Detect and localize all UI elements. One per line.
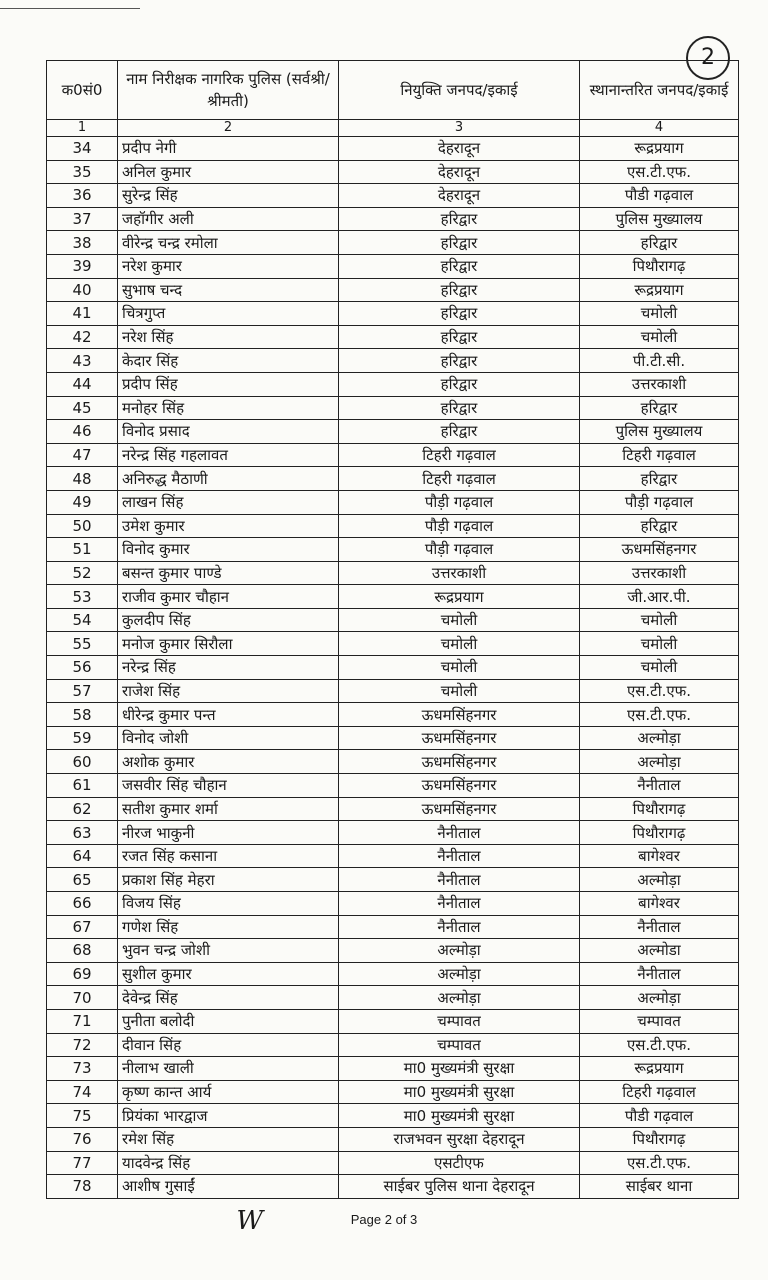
transfer-district-cell: पिथौरागढ़: [580, 821, 739, 845]
table-row: [47, 278, 739, 302]
table-row: [47, 679, 739, 703]
inspector-name-cell: चित्रगुप्त: [118, 302, 339, 326]
table-row: [47, 349, 739, 373]
transfer-district-cell: हरिद्वार: [580, 396, 739, 420]
transfer-district-cell: टिहरी गढ़वाल: [580, 443, 739, 467]
serial-no-cell: 73: [47, 1057, 118, 1081]
table-row: [47, 1127, 739, 1151]
inspector-name-cell: मनोहर सिंह: [118, 396, 339, 420]
table-row: [47, 302, 739, 326]
inspector-name-cell: नरेन्द्र सिंह: [118, 656, 339, 680]
inspector-name-cell: दीवान सिंह: [118, 1033, 339, 1057]
posting-district-cell: उत्तरकाशी: [339, 561, 580, 585]
table-row: [47, 868, 739, 892]
table-row: [47, 538, 739, 562]
serial-no-cell: 69: [47, 962, 118, 986]
table-row: [47, 1175, 739, 1199]
transfer-district-cell: चमोली: [580, 632, 739, 656]
posting-district-cell: देहरादून: [339, 184, 580, 208]
serial-no-cell: 60: [47, 750, 118, 774]
serial-no-cell: 63: [47, 821, 118, 845]
serial-no-cell: 51: [47, 538, 118, 562]
posting-district-cell: हरिद्वार: [339, 254, 580, 278]
table-row: [47, 1057, 739, 1081]
inspector-name-cell: सुशील कुमार: [118, 962, 339, 986]
table-row: [47, 1080, 739, 1104]
serial-no-cell: 38: [47, 231, 118, 255]
transfer-district-cell: एस.टी.एफ.: [580, 1033, 739, 1057]
posting-district-cell: चमोली: [339, 656, 580, 680]
inspector-name-cell: राजीव कुमार चौहान: [118, 585, 339, 609]
table-row: [47, 939, 739, 963]
posting-district-cell: ऊधमसिंहनगर: [339, 797, 580, 821]
inspector-name-cell: विनोद प्रसाद: [118, 420, 339, 444]
inspector-name-cell: प्रियंका भारद्वाज: [118, 1104, 339, 1128]
transfer-district-cell: नैनीताल: [580, 915, 739, 939]
signature-scribble: W: [232, 1206, 266, 1236]
transfer-district-cell: ऊधमसिंहनगर: [580, 538, 739, 562]
inspector-name-cell: वीरेन्द्र चन्द्र रमोला: [118, 231, 339, 255]
posting-district-cell: हरिद्वार: [339, 420, 580, 444]
inspector-name-cell: प्रदीप सिंह: [118, 372, 339, 396]
transfer-district-cell: हरिद्वार: [580, 231, 739, 255]
table-row: [47, 844, 739, 868]
inspector-name-cell: धीरेन्द्र कुमार पन्त: [118, 703, 339, 727]
posting-district-cell: ऊधमसिंहनगर: [339, 703, 580, 727]
posting-district-cell: हरिद्वार: [339, 207, 580, 231]
posting-district-cell: हरिद्वार: [339, 231, 580, 255]
page-number-mark: 2: [686, 36, 730, 80]
transfer-district-cell: पौडी गढ़वाल: [580, 184, 739, 208]
table-row: [47, 490, 739, 514]
inspector-name-cell: कुलदीप सिंह: [118, 608, 339, 632]
table-row: [47, 632, 739, 656]
transfer-district-cell: पुलिस मुख्यालय: [580, 207, 739, 231]
inspector-name-cell: बसन्त कुमार पाण्डे: [118, 561, 339, 585]
inspector-name-cell: सुभाष चन्द: [118, 278, 339, 302]
transfer-district-cell: पौड़ी गढ़वाल: [580, 490, 739, 514]
table-row: [47, 656, 739, 680]
posting-district-cell: हरिद्वार: [339, 302, 580, 326]
posting-district-cell: पौड़ी गढ़वाल: [339, 490, 580, 514]
transfer-district-cell: नैनीताल: [580, 962, 739, 986]
table-row: [47, 608, 739, 632]
inspector-name-cell: प्रदीप नेगी: [118, 137, 339, 161]
posting-district-cell: नैनीताल: [339, 915, 580, 939]
posting-district-cell: हरिद्वार: [339, 349, 580, 373]
posting-district-cell: चम्पावत: [339, 1033, 580, 1057]
transfer-district-cell: पौडी गढ़वाल: [580, 1104, 739, 1128]
table-row: [47, 1009, 739, 1033]
table-row: [47, 137, 739, 161]
header-posting-district: नियुक्ति जनपद/इकाई: [339, 61, 580, 120]
serial-no-cell: 47: [47, 443, 118, 467]
inspector-name-cell: राजेश सिंह: [118, 679, 339, 703]
posting-district-cell: टिहरी गढ़वाल: [339, 443, 580, 467]
posting-district-cell: हरिद्वार: [339, 325, 580, 349]
inspector-name-cell: उमेश कुमार: [118, 514, 339, 538]
table-row: [47, 585, 739, 609]
serial-no-cell: 72: [47, 1033, 118, 1057]
header-inspector-name: नाम निरीक्षक नागरिक पुलिस (सर्वश्री/श्रीमती): [118, 61, 339, 120]
inspector-name-cell: जसवीर सिंह चौहान: [118, 774, 339, 798]
serial-no-cell: 65: [47, 868, 118, 892]
column-number-row: [47, 120, 739, 137]
serial-no-cell: 68: [47, 939, 118, 963]
serial-no-cell: 67: [47, 915, 118, 939]
serial-no-cell: 59: [47, 726, 118, 750]
serial-no-cell: 48: [47, 467, 118, 491]
transfer-district-cell: चमोली: [580, 325, 739, 349]
posting-district-cell: ऊधमसिंहनगर: [339, 774, 580, 798]
serial-no-cell: 37: [47, 207, 118, 231]
posting-district-cell: हरिद्वार: [339, 372, 580, 396]
inspector-name-cell: प्रकाश सिंह मेहरा: [118, 868, 339, 892]
serial-no-cell: 74: [47, 1080, 118, 1104]
posting-district-cell: चमोली: [339, 632, 580, 656]
serial-no-cell: 58: [47, 703, 118, 727]
posting-district-cell: टिहरी गढ़वाल: [339, 467, 580, 491]
table-row: [47, 160, 739, 184]
column-number: 2: [118, 120, 339, 137]
serial-no-cell: 71: [47, 1009, 118, 1033]
transfer-district-cell: उत्तरकाशी: [580, 561, 739, 585]
table-row: [47, 986, 739, 1010]
inspector-name-cell: अशोक कुमार: [118, 750, 339, 774]
serial-no-cell: 62: [47, 797, 118, 821]
inspector-name-cell: नीलाभ खाली: [118, 1057, 339, 1081]
posting-district-cell: मा0 मुख्यमंत्री सुरक्षा: [339, 1080, 580, 1104]
inspector-name-cell: गणेश सिंह: [118, 915, 339, 939]
posting-district-cell: चम्पावत: [339, 1009, 580, 1033]
transfer-district-cell: नैनीताल: [580, 774, 739, 798]
posting-district-cell: राजभवन सुरक्षा देहरादून: [339, 1127, 580, 1151]
transfer-district-cell: चमोली: [580, 608, 739, 632]
serial-no-cell: 39: [47, 254, 118, 278]
serial-no-cell: 54: [47, 608, 118, 632]
serial-no-cell: 64: [47, 844, 118, 868]
serial-no-cell: 35: [47, 160, 118, 184]
table-row: [47, 726, 739, 750]
transfer-district-cell: हरिद्वार: [580, 467, 739, 491]
posting-district-cell: नैनीताल: [339, 821, 580, 845]
inspector-name-cell: यादवेन्द्र सिंह: [118, 1151, 339, 1175]
posting-district-cell: नैनीताल: [339, 892, 580, 916]
table-row: [47, 231, 739, 255]
table-row: [47, 962, 739, 986]
posting-district-cell: साईबर पुलिस थाना देहरादून: [339, 1175, 580, 1199]
posting-district-cell: मा0 मुख्यमंत्री सुरक्षा: [339, 1104, 580, 1128]
posting-district-cell: रूद्रप्रयाग: [339, 585, 580, 609]
table-row: [47, 443, 739, 467]
transfer-district-cell: एस.टी.एफ.: [580, 679, 739, 703]
header-transfer-district: स्थानान्तरित जनपद/इकाई: [580, 61, 739, 120]
inspector-name-cell: पुनीता बलोदी: [118, 1009, 339, 1033]
transfer-district-cell: बागेश्वर: [580, 892, 739, 916]
posting-district-cell: नैनीताल: [339, 844, 580, 868]
column-number: 1: [47, 120, 118, 137]
serial-no-cell: 43: [47, 349, 118, 373]
posting-district-cell: चमोली: [339, 608, 580, 632]
table-row: [47, 821, 739, 845]
inspector-name-cell: कृष्ण कान्त आर्य: [118, 1080, 339, 1104]
table-row: [47, 420, 739, 444]
top-rule: [0, 8, 140, 9]
table-row: [47, 774, 739, 798]
inspector-name-cell: अनिल कुमार: [118, 160, 339, 184]
serial-no-cell: 61: [47, 774, 118, 798]
serial-no-cell: 46: [47, 420, 118, 444]
serial-no-cell: 55: [47, 632, 118, 656]
inspector-name-cell: लाखन सिंह: [118, 490, 339, 514]
table-row: [47, 797, 739, 821]
inspector-name-cell: सुरेन्द्र सिंह: [118, 184, 339, 208]
serial-no-cell: 78: [47, 1175, 118, 1199]
transfer-district-cell: पी.टी.सी.: [580, 349, 739, 373]
table-row: [47, 396, 739, 420]
serial-no-cell: 56: [47, 656, 118, 680]
posting-district-cell: पौड़ी गढ़वाल: [339, 538, 580, 562]
posting-district-cell: एसटीएफ: [339, 1151, 580, 1175]
transfer-district-cell: पुलिस मुख्यालय: [580, 420, 739, 444]
serial-no-cell: 50: [47, 514, 118, 538]
posting-district-cell: देहरादून: [339, 137, 580, 161]
transfer-district-cell: टिहरी गढ़वाल: [580, 1080, 739, 1104]
transfer-district-cell: अल्मोडा: [580, 939, 739, 963]
serial-no-cell: 44: [47, 372, 118, 396]
inspector-name-cell: नरेश कुमार: [118, 254, 339, 278]
table-row: [47, 184, 739, 208]
inspector-name-cell: अनिरुद्ध मैठाणी: [118, 467, 339, 491]
transfer-district-cell: रूद्रप्रयाग: [580, 137, 739, 161]
serial-no-cell: 42: [47, 325, 118, 349]
table-header-row: [47, 61, 739, 120]
table-row: [47, 1151, 739, 1175]
posting-district-cell: अल्मोड़ा: [339, 962, 580, 986]
transfer-table: [46, 60, 739, 1199]
transfer-district-cell: एस.टी.एफ.: [580, 703, 739, 727]
table-row: [47, 254, 739, 278]
serial-no-cell: 40: [47, 278, 118, 302]
inspector-name-cell: केदार सिंह: [118, 349, 339, 373]
header-serial-no: क0सं0: [47, 61, 118, 120]
table-row: [47, 915, 739, 939]
column-number: 4: [580, 120, 739, 137]
inspector-name-cell: मनोज कुमार सिरौला: [118, 632, 339, 656]
table-row: [47, 1104, 739, 1128]
inspector-name-cell: भुवन चन्द्र जोशी: [118, 939, 339, 963]
transfer-district-cell: साईबर थाना: [580, 1175, 739, 1199]
serial-no-cell: 76: [47, 1127, 118, 1151]
inspector-name-cell: विनोद जोशी: [118, 726, 339, 750]
transfer-district-cell: रूद्रप्रयाग: [580, 278, 739, 302]
posting-district-cell: हरिद्वार: [339, 396, 580, 420]
transfer-district-cell: उत्तरकाशी: [580, 372, 739, 396]
transfer-district-cell: पिथौरागढ़: [580, 254, 739, 278]
inspector-name-cell: देवेन्द्र सिंह: [118, 986, 339, 1010]
posting-district-cell: देहरादून: [339, 160, 580, 184]
table-row: [47, 561, 739, 585]
column-number: 3: [339, 120, 580, 137]
posting-district-cell: चमोली: [339, 679, 580, 703]
table-row: [47, 207, 739, 231]
inspector-name-cell: विनोद कुमार: [118, 538, 339, 562]
inspector-name-cell: सतीश कुमार शर्मा: [118, 797, 339, 821]
serial-no-cell: 34: [47, 137, 118, 161]
transfer-district-cell: बागेश्वर: [580, 844, 739, 868]
transfer-district-cell: एस.टी.एफ.: [580, 1151, 739, 1175]
inspector-name-cell: रमेश सिंह: [118, 1127, 339, 1151]
serial-no-cell: 36: [47, 184, 118, 208]
transfer-district-cell: एस.टी.एफ.: [580, 160, 739, 184]
serial-no-cell: 75: [47, 1104, 118, 1128]
transfer-district-cell: अल्मोड़ा: [580, 986, 739, 1010]
serial-no-cell: 57: [47, 679, 118, 703]
serial-no-cell: 70: [47, 986, 118, 1010]
serial-no-cell: 52: [47, 561, 118, 585]
transfer-district-cell: पिथौरागढ़: [580, 797, 739, 821]
transfer-district-cell: अल्मोड़ा: [580, 726, 739, 750]
serial-no-cell: 66: [47, 892, 118, 916]
inspector-name-cell: नरेश सिंह: [118, 325, 339, 349]
serial-no-cell: 45: [47, 396, 118, 420]
table-row: [47, 325, 739, 349]
posting-district-cell: नैनीताल: [339, 868, 580, 892]
table-row: [47, 467, 739, 491]
inspector-name-cell: आशीष गुसाईं: [118, 1175, 339, 1199]
table-body: [47, 137, 739, 1199]
posting-district-cell: पौड़ी गढ़वाल: [339, 514, 580, 538]
transfer-district-cell: चम्पावत: [580, 1009, 739, 1033]
table-row: [47, 750, 739, 774]
posting-district-cell: ऊधमसिंहनगर: [339, 750, 580, 774]
serial-no-cell: 41: [47, 302, 118, 326]
transfer-district-cell: अल्मोड़ा: [580, 868, 739, 892]
inspector-name-cell: नरेन्द्र सिंह गहलावत: [118, 443, 339, 467]
transfer-district-cell: चमोली: [580, 656, 739, 680]
posting-district-cell: मा0 मुख्यमंत्री सुरक्षा: [339, 1057, 580, 1081]
table-row: [47, 514, 739, 538]
inspector-name-cell: नीरज भाकुनी: [118, 821, 339, 845]
table-row: [47, 1033, 739, 1057]
posting-district-cell: अल्मोड़ा: [339, 986, 580, 1010]
inspector-name-cell: विजय सिंह: [118, 892, 339, 916]
table-row: [47, 703, 739, 727]
transfer-district-cell: अल्मोड़ा: [580, 750, 739, 774]
inspector-name-cell: रजत सिंह कसाना: [118, 844, 339, 868]
serial-no-cell: 77: [47, 1151, 118, 1175]
serial-no-cell: 53: [47, 585, 118, 609]
table-row: [47, 372, 739, 396]
page-footer: Page 2 of 3: [350, 1212, 418, 1227]
inspector-name-cell: जहॉगीर अली: [118, 207, 339, 231]
posting-district-cell: अल्मोड़ा: [339, 939, 580, 963]
posting-district-cell: ऊधमसिंहनगर: [339, 726, 580, 750]
transfer-district-cell: जी.आर.पी.: [580, 585, 739, 609]
transfer-district-cell: पिथौरागढ़: [580, 1127, 739, 1151]
transfer-district-cell: रूद्रप्रयाग: [580, 1057, 739, 1081]
transfer-district-cell: हरिद्वार: [580, 514, 739, 538]
posting-district-cell: हरिद्वार: [339, 278, 580, 302]
transfer-district-cell: चमोली: [580, 302, 739, 326]
serial-no-cell: 49: [47, 490, 118, 514]
table-row: [47, 892, 739, 916]
